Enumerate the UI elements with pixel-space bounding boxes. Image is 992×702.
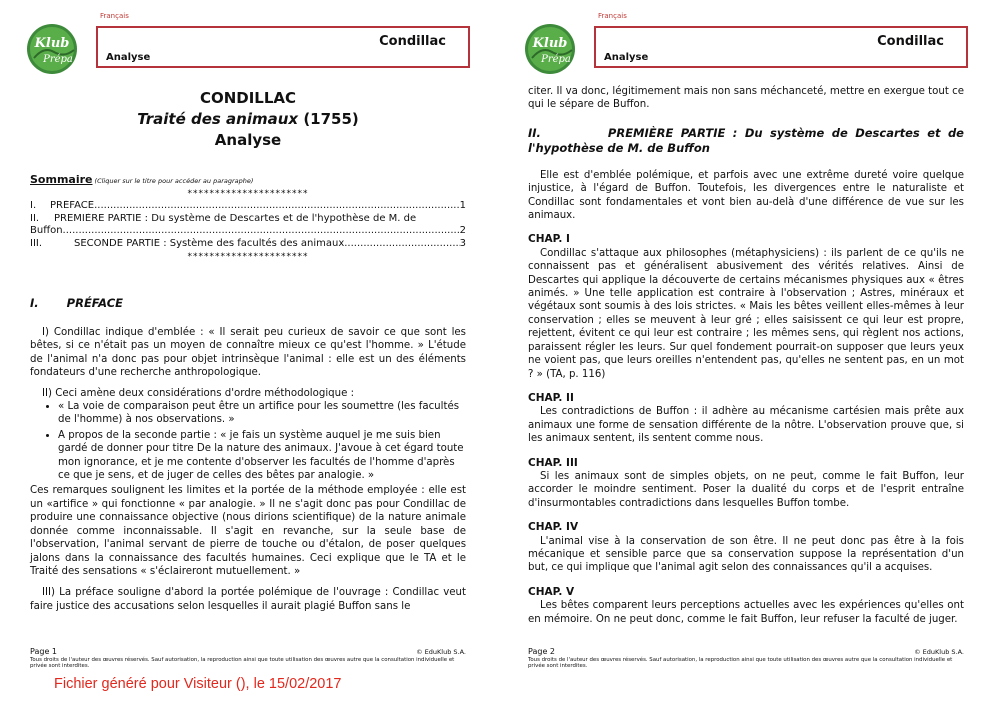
- paragraph: III) La préface souligne d'abord la portée polémique de l'ouvrage : Condillac veut faire justice des accusations selon lesquelles il aurait plagié Buffon sans le: [30, 587, 466, 612]
- chapter-heading: CHAP. III: [528, 456, 578, 469]
- paragraph: Les contradictions de Buffon : il adhère au mécanisme cartésien mais prête aux animaux une forme de sensation différente de la nôtre. L'observation prouve que, si les animaux sentent, ils sentent comme nous.: [528, 406, 964, 445]
- svg-text:Klub: Klub: [34, 36, 70, 51]
- toc-item-preface[interactable]: I. PRÉFACE ..... 1: [30, 200, 466, 213]
- page-footer: [30, 648, 466, 670]
- klub-prepa-logo: [522, 22, 578, 76]
- document-page-1: [0, 0, 494, 702]
- header-title: Condillac: [877, 34, 944, 49]
- stars-divider: **********************: [187, 188, 309, 199]
- generated-notice: Fichier généré pour Visiteur (), le 15/02/2017: [54, 676, 342, 692]
- svg-text:Klub: Klub: [532, 36, 568, 51]
- chapter-heading: CHAP. II: [528, 391, 574, 404]
- stars-divider: **********************: [187, 251, 309, 262]
- paragraph: Si les animaux sont de simples objets, on ne peut, comme le fait Buffon, leur accorder le moindre sentiment. Poser la dualité du corps et de l'esprit entraîne d'insurmontables contradictions dans lesquelles Buffon tombe.: [528, 470, 964, 509]
- paragraph: Les bêtes comparent leurs perceptions actuelles avec les expériences qu'elles ont en mémoire. On ne peut donc, comme le fait Buffon, leur refuser la faculté de juger.: [528, 600, 964, 625]
- page-footer: [528, 648, 964, 670]
- document-page-2: [498, 0, 992, 702]
- chapter-heading: CHAP. IV: [528, 521, 579, 534]
- page-number: Page 1: [30, 647, 57, 656]
- toc-item-premiere-partie-cont[interactable]: Buffon ..... 2: [30, 225, 466, 238]
- paragraph: citer. Il va donc, légitimement mais non sans méchanceté, mettre en exergue tout ce qui le sépare de Buffon.: [528, 86, 964, 111]
- chapter-heading: CHAP. I: [528, 233, 570, 246]
- preface-body: [30, 326, 466, 613]
- toc-item-premiere-partie[interactable]: II. PREMIÈRE PARTIE : Du système de Descartes et de l'hypothèse de M. de: [30, 212, 417, 224]
- chapter-heading: CHAP. V: [528, 585, 575, 598]
- page-number: Page 2: [528, 647, 555, 656]
- paragraph: Ces remarques soulignent les limites et la portée de la méthode employée : elle est un «artifice » qui fonctionne « par analogie. » Il ne s'agit donc pas pour Condillac de produire une connaissance objective (nous dirions scientifique) de la nature animale donnée comme inconnaissable. Il s'agit en revanche, sur la seule base de l'observation, l'animal servant de pierre de touche ou d'étalon, de poser quelques jalons dans la connaissance des facultés humaines. Ceci explique que le TA et le Traité des sensations « s'éclaireront mutuellement. »: [30, 485, 466, 577]
- doc-title-author: CONDILLAC: [199, 89, 297, 107]
- svg-text:Prépa: Prépa: [43, 54, 73, 65]
- header-language: Français: [100, 12, 129, 20]
- header-box: [96, 26, 470, 68]
- sommaire: [30, 174, 466, 263]
- section-heading-premiere-partie: II. PREMIÈRE PARTIE : Du système de Descartes et de l'hypothèse de M. de Buffon: [528, 125, 964, 155]
- header-title: Condillac: [379, 34, 446, 49]
- paragraph: I) Condillac indique d'emblée : « Il serait peu curieux de savoir ce que sont les bêtes, si ce n'était pas un moyen de connaître mieux ce qu'est l'homme. » L'étude de l'animal n'a donc pas pour objet intrinsèque l'animal : elle est un des éléments fondateurs d'une recherche anthropologique.: [30, 327, 466, 379]
- header-box: [594, 26, 968, 68]
- paragraph: Elle est d'emblée polémique, et parfois avec une extrême dureté voire quelque injustice, à l'égard de Buffon. Toutefois, les divergences entre le naturaliste et Condillac sont fondamentales et vont bien au-delà d'une différence de vue sur les animaux.: [528, 169, 964, 222]
- list-item: • A propos de la seconde partie : « je fais un système auquel je me suis bien gardé de donner pour titre De la nature des animaux. J'avoue à cet égard toute mon ignorance, et je me contente d'observer les facultés de l'homme d'après ce que je sens, et de juger de celles des bêtes par analogie. »: [58, 429, 466, 483]
- doc-title-analyse: Analyse: [214, 131, 282, 149]
- paragraph: Condillac s'attaque aux philosophes (métaphysiciens) : ils parlent de ce qu'ils ne connaissent pas et généralisent abusivement des vérités relatives. Ainsi de Descartes qui applique la découverte de certains mécanismes physiques aux « êtres animés. » Une telle application est contraire à l'observation ; Astres, minéraux et végétaux sont soumis à des lois strictes. « Mais les bêtes veillent elles-mêmes à leur conservation ; elles se meuvent à leur gré ; elles saisissent ce qui leur est propre, rejettent, évitent ce qui leur est contraire ; les mêmes sens, qui règlent nos actions, paraissent régler les leurs. Sur quel fondement pourrait-on supposer que leurs yeux ne voient pas, que leurs oreilles n'entendent pas, qu'elles ne sentent pas, en un mot ? » (TA, p. 116): [528, 247, 964, 380]
- sommaire-label: Sommaire: [30, 173, 93, 186]
- quote-list: [58, 400, 466, 482]
- sommaire-note: (Cliquer sur le titre pour accéder au paragraphe): [92, 177, 254, 185]
- klub-prepa-logo: [24, 22, 80, 76]
- section-heading-preface: I. PRÉFACE: [30, 296, 124, 310]
- paragraph: II) Ceci amène deux considérations d'ordre méthodologique :: [42, 387, 355, 399]
- list-item: • « La voie de comparaison peut être un artifice pour les soumettre (les facultés de l'homme) à nos observations. »: [58, 400, 466, 427]
- paragraph: L'animal vise à la conservation de son être. Il ne peut donc pas être à la fois mécanique et sensible parce que sa conservation suppose la représentation d'un but, ce qui implique que l'animal agit selon des connaissances qu'il a acquises.: [528, 535, 964, 574]
- page2-body: [528, 85, 964, 626]
- header-language: Français: [598, 12, 627, 20]
- document-title-block: [30, 88, 466, 151]
- header-subtitle: Analyse: [106, 52, 151, 63]
- toc-item-seconde-partie[interactable]: III. SECONDE PARTIE : Système des facultés des animaux ..... 3: [30, 238, 466, 251]
- copyright: © EduKlub S.A.: [416, 648, 466, 656]
- rights-notice: Tous droits de l'auteur des œuvres réservés. Sauf autorisation, la reproduction ainsi que toute utilisation des œuvres autre que la consultation individuelle et privée sont interdites.: [528, 656, 953, 669]
- copyright: © EduKlub S.A.: [914, 648, 964, 656]
- header-subtitle: Analyse: [604, 52, 649, 63]
- rights-notice: Tous droits de l'auteur des œuvres réservés. Sauf autorisation, la reproduction ainsi que toute utilisation des œuvres autre que la consultation individuelle et privée sont interdites.: [30, 656, 455, 669]
- doc-title-work: Traité des animaux (1755): [137, 110, 359, 128]
- svg-text:Prépa: Prépa: [541, 54, 571, 65]
